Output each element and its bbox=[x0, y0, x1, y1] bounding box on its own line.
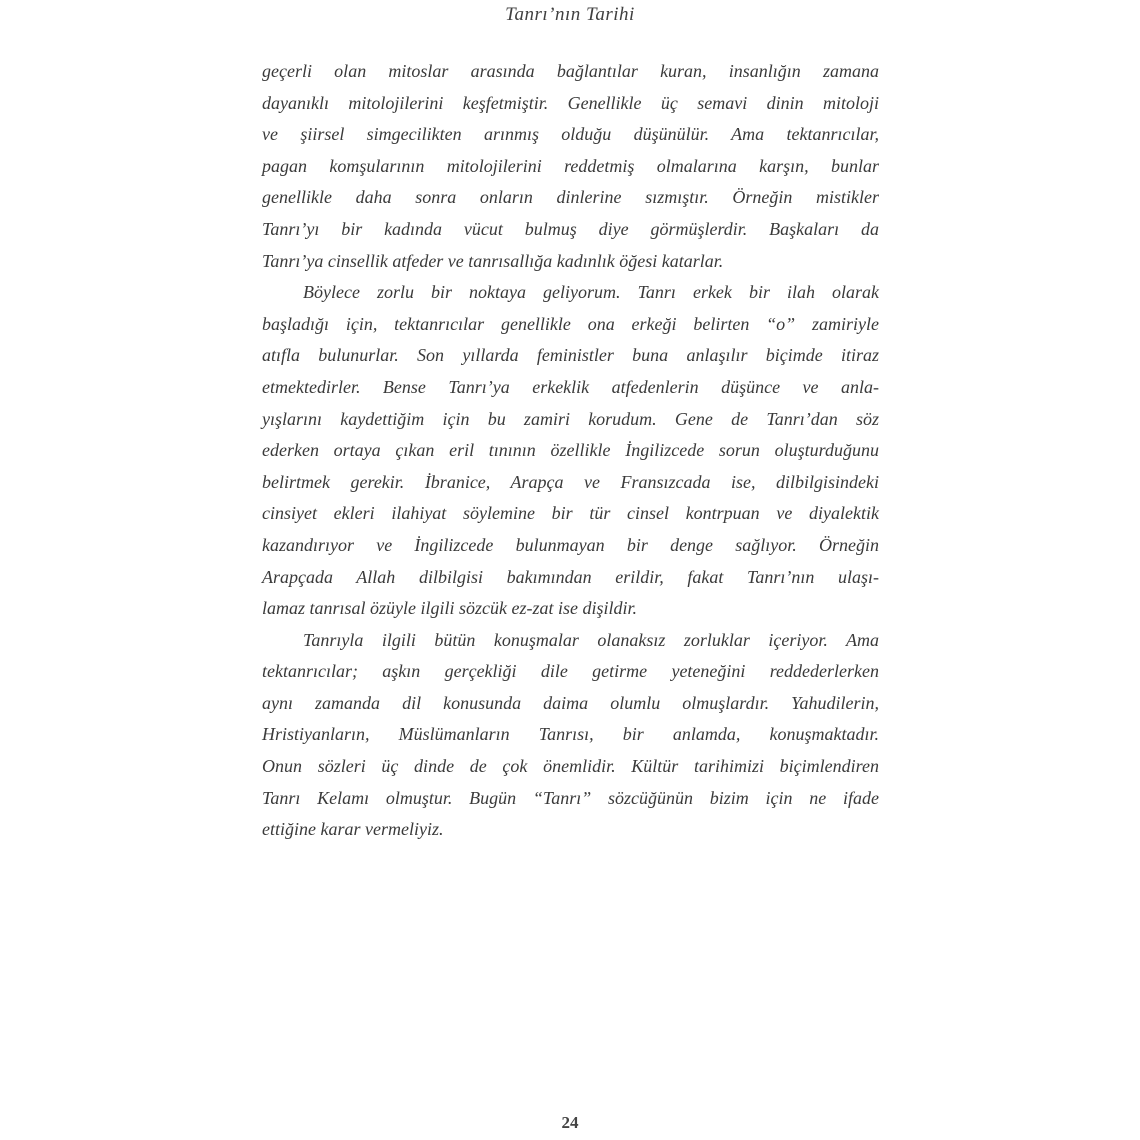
text-line: Hristiyanların, Müslümanların Tanrısı, bir anlamda, konuşmaktadır. bbox=[262, 724, 879, 745]
paragraph bbox=[262, 625, 879, 846]
text-line: Tanrı’yı bir kadında vücut bulmuş diye görmüşlerdir. Başkaları da bbox=[262, 218, 879, 239]
text-line: Arapçada Allah dilbilgisi bakımından erildir, fakat Tanrı’nın ulaşı- bbox=[262, 566, 879, 587]
paragraph bbox=[262, 56, 879, 277]
text-line: Tanrıyla ilgili bütün konuşmalar olanaksız zorluklar içeriyor. Ama bbox=[303, 629, 879, 650]
text-line: genellikle daha sonra onların dinlerine sızmıştır. Örneğin mistikler bbox=[262, 187, 879, 208]
text-line: atıfla bulunurlar. Son yıllarda feministler buna anlaşılır biçimde itiraz bbox=[262, 345, 879, 366]
text-line: etmektedirler. Bense Tanrı’ya erkeklik atfedenlerin düşünce ve anla- bbox=[262, 376, 879, 397]
text-line: cinsiyet ekleri ilahiyat söylemine bir tür cinsel kontrpuan ve diyalektik bbox=[262, 503, 879, 524]
text-line: tektanrıcılar; aşkın gerçekliği dile getirme yeteneğini reddederlerken bbox=[262, 661, 879, 682]
text-line: kazandırıyor ve İngilizcede bulunmayan bir denge sağlıyor. Örneğin bbox=[262, 534, 879, 555]
text-line: Onun sözleri üç dinde de çok önemlidir. Kültür tarihimizi biçimlendiren bbox=[262, 756, 879, 777]
text-line: belirtmek gerekir. İbranice, Arapça ve Fransızcada ise, dilbilgisindeki bbox=[262, 471, 879, 492]
text-line: ve şiirsel simgecilikten arınmış olduğu düşünülür. Ama tektanrıcılar, bbox=[262, 124, 879, 145]
text-line: başladığı için, tektanrıcılar genellikle ona erkeği belirten “o” zamiriyle bbox=[262, 313, 879, 334]
page-number: 24 bbox=[561, 1113, 579, 1132]
text-line: pagan komşularının mitolojilerini reddetmiş olmalarına karşın, bunlar bbox=[262, 155, 879, 176]
paragraph bbox=[262, 277, 879, 625]
text-line: Tanrı Kelamı olmuştur. Bugün “Tanrı” sözcüğünün bizim için ne ifade bbox=[262, 787, 879, 808]
text-line: Tanrı’ya cinsellik atfeder ve tanrısallığa kadınlık öğesi katarlar. bbox=[262, 250, 724, 271]
text-line: dayanıklı mitolojilerini keşfetmiştir. Genellikle üç semavi dinin mitoloji bbox=[262, 92, 879, 113]
text-line: Böylece zorlu bir noktaya geliyorum. Tanrı erkek bir ilah olarak bbox=[303, 282, 879, 303]
text-line: yışlarını kaydettiğim için bu zamiri korudum. Gene de Tanrı’dan söz bbox=[262, 408, 879, 429]
text-line: geçerli olan mitoslar arasında bağlantılar kuran, insanlığın zamana bbox=[262, 61, 879, 81]
text-line: lamaz tanrısal özüyle ilgili sözcük ez-zat ise dişildir. bbox=[262, 598, 638, 619]
running-head: Tanrı’nın Tarihi bbox=[505, 4, 635, 25]
text-line: ettiğine karar vermeliyiz. bbox=[262, 819, 444, 840]
text-line: ederken ortaya çıkan eril tınının özellikle İngilizcede sorun oluşturduğunu bbox=[262, 440, 879, 461]
text-block bbox=[262, 56, 879, 846]
text-line: aynı zamanda dil konusunda daima olumlu olmuşlardır. Yahudilerin, bbox=[262, 692, 879, 713]
